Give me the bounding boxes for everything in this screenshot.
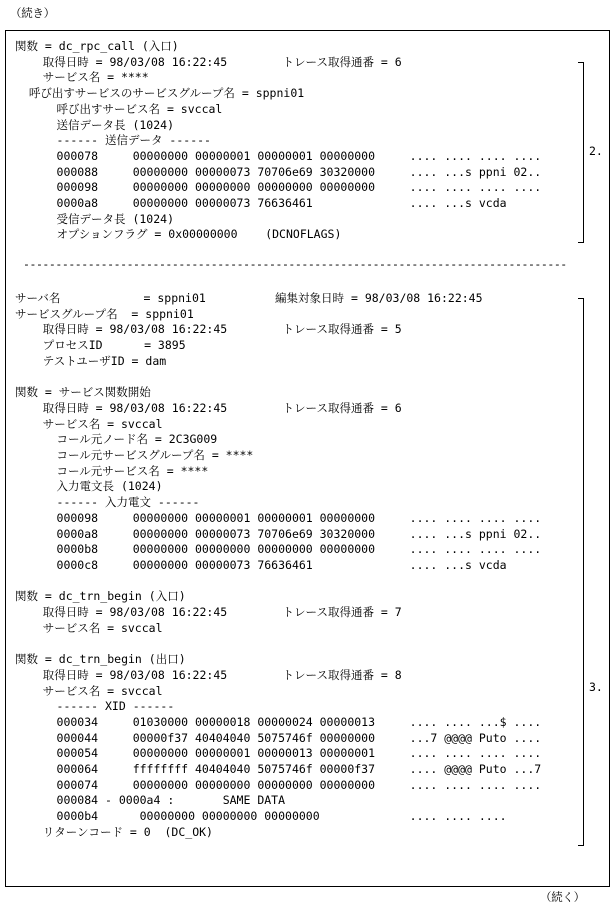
trace-line: 000064 ffffffff 40404040 5075746f 00000f37 .... @@@@ Puto ...7 bbox=[15, 762, 542, 776]
section-3-label: 3. bbox=[589, 680, 603, 694]
trace-line: サービス名 = svccal bbox=[15, 683, 163, 698]
trace-line: サービス名 = svccal bbox=[15, 620, 163, 635]
trace-line: ------ 送信データ ------ bbox=[15, 133, 211, 148]
trace-section-2 bbox=[15, 39, 575, 249]
trace-line: コール元ノード名 = 2C3G009 bbox=[15, 432, 218, 447]
trace-line: 0000a8 00000000 00000073 70706e69 30320000 .... ...s ppni 02.. bbox=[15, 526, 542, 541]
trace-line: 関数 = サービス関数開始 bbox=[15, 385, 151, 400]
continued-from-label: （続き） bbox=[10, 6, 55, 20]
trace-line: 000088 00000000 00000073 70706e69 30320000 .... ...s ppni 02.. bbox=[15, 164, 542, 179]
trace-line: ------ 入力電文 ------ bbox=[15, 495, 200, 510]
trace-line: 関数 = dc_trn_begin (出口) bbox=[15, 652, 186, 667]
section-3-bracket bbox=[578, 298, 584, 846]
trace-line: オプションフラグ = 0x00000000 (DCNOFLAGS) bbox=[15, 227, 342, 242]
section-separator: ------------------------------------------------------------------------------------ bbox=[23, 257, 567, 271]
trace-line: サーバ名 = sppni01 編集対象日時 = 98/03/08 16:22:45 bbox=[15, 291, 483, 305]
continued-to-label: （続く） bbox=[540, 890, 585, 904]
section-2-label: 2. bbox=[589, 144, 603, 158]
trace-line: 000078 00000000 00000001 00000001 00000000 .... .... .... .... bbox=[15, 148, 542, 163]
trace-line: リターンコード = 0 (DC_OK) bbox=[15, 824, 213, 839]
trace-line: 受信データ長 (1024) bbox=[15, 211, 175, 226]
trace-line: 呼び出すサービスのサービスグループ名 = sppni01 bbox=[15, 86, 305, 101]
trace-line: 取得日時 = 98/03/08 16:22:45 トレース取得通番 = 7 bbox=[15, 605, 402, 619]
trace-line: 0000c8 00000000 00000073 76636461 .... ...s vcda bbox=[15, 557, 507, 572]
trace-line: 呼び出すサービス名 = svccal bbox=[15, 101, 223, 116]
trace-line: サービス名 = **** bbox=[15, 70, 149, 85]
trace-line: 000054 00000000 00000001 00000013 00000001 .... .... .... .... bbox=[15, 746, 542, 761]
trace-line: 入力電文長 (1024) bbox=[15, 479, 163, 494]
trace-line: 関数 = dc_trn_begin (入口) bbox=[15, 589, 186, 604]
trace-line: 000098 00000000 00000000 00000000 00000000 .... .... .... .... bbox=[15, 180, 542, 195]
section-2-bracket bbox=[578, 62, 584, 243]
trace-line: 0000b4 00000000 00000000 00000000 .... .... .... bbox=[15, 809, 507, 824]
trace-line: 0000b8 00000000 00000000 00000000 00000000 .... .... .... .... bbox=[15, 542, 542, 557]
trace-line: 000034 01030000 00000018 00000024 00000013 .... .... ...$ .... bbox=[15, 714, 542, 729]
trace-line: コール元サービス名 = **** bbox=[15, 463, 209, 478]
trace-line: 関数 = dc_rpc_call (入口) bbox=[15, 39, 179, 53]
trace-line: 取得日時 = 98/03/08 16:22:45 トレース取得通番 = 8 bbox=[15, 667, 402, 682]
trace-line: プロセスID = 3895 bbox=[15, 338, 186, 353]
trace-line: テストユーザID = dam bbox=[15, 353, 167, 368]
trace-line: 送信データ長 (1024) bbox=[15, 117, 175, 132]
trace-line: コール元サービスグループ名 = **** bbox=[15, 448, 254, 462]
trace-line: 000098 00000000 00000001 00000001 00000000 .... .... .... .... bbox=[15, 510, 542, 525]
trace-line: サービス名 = svccal bbox=[15, 416, 163, 431]
trace-line: 000074 00000000 00000000 00000000 00000000 .... .... .... .... bbox=[15, 777, 542, 792]
trace-line: 000084 - 0000a4 : SAME DATA bbox=[15, 793, 286, 808]
trace-line: 000044 00000f37 40404040 5075746f 00000000 ...7 @@@@ Puto .... bbox=[15, 730, 542, 745]
trace-line: 取得日時 = 98/03/08 16:22:45 トレース取得通番 = 6 bbox=[15, 400, 402, 415]
trace-line: 取得日時 = 98/03/08 16:22:45 トレース取得通番 = 5 bbox=[15, 322, 402, 337]
trace-line: ------ XID ------ bbox=[15, 699, 175, 714]
trace-section-3 bbox=[15, 291, 575, 851]
trace-line: サービスグループ名 = sppni01 bbox=[15, 306, 194, 321]
trace-line: 取得日時 = 98/03/08 16:22:45 トレース取得通番 = 6 bbox=[15, 54, 402, 69]
trace-line: 0000a8 00000000 00000073 76636461 .... ...s vcda bbox=[15, 196, 507, 210]
